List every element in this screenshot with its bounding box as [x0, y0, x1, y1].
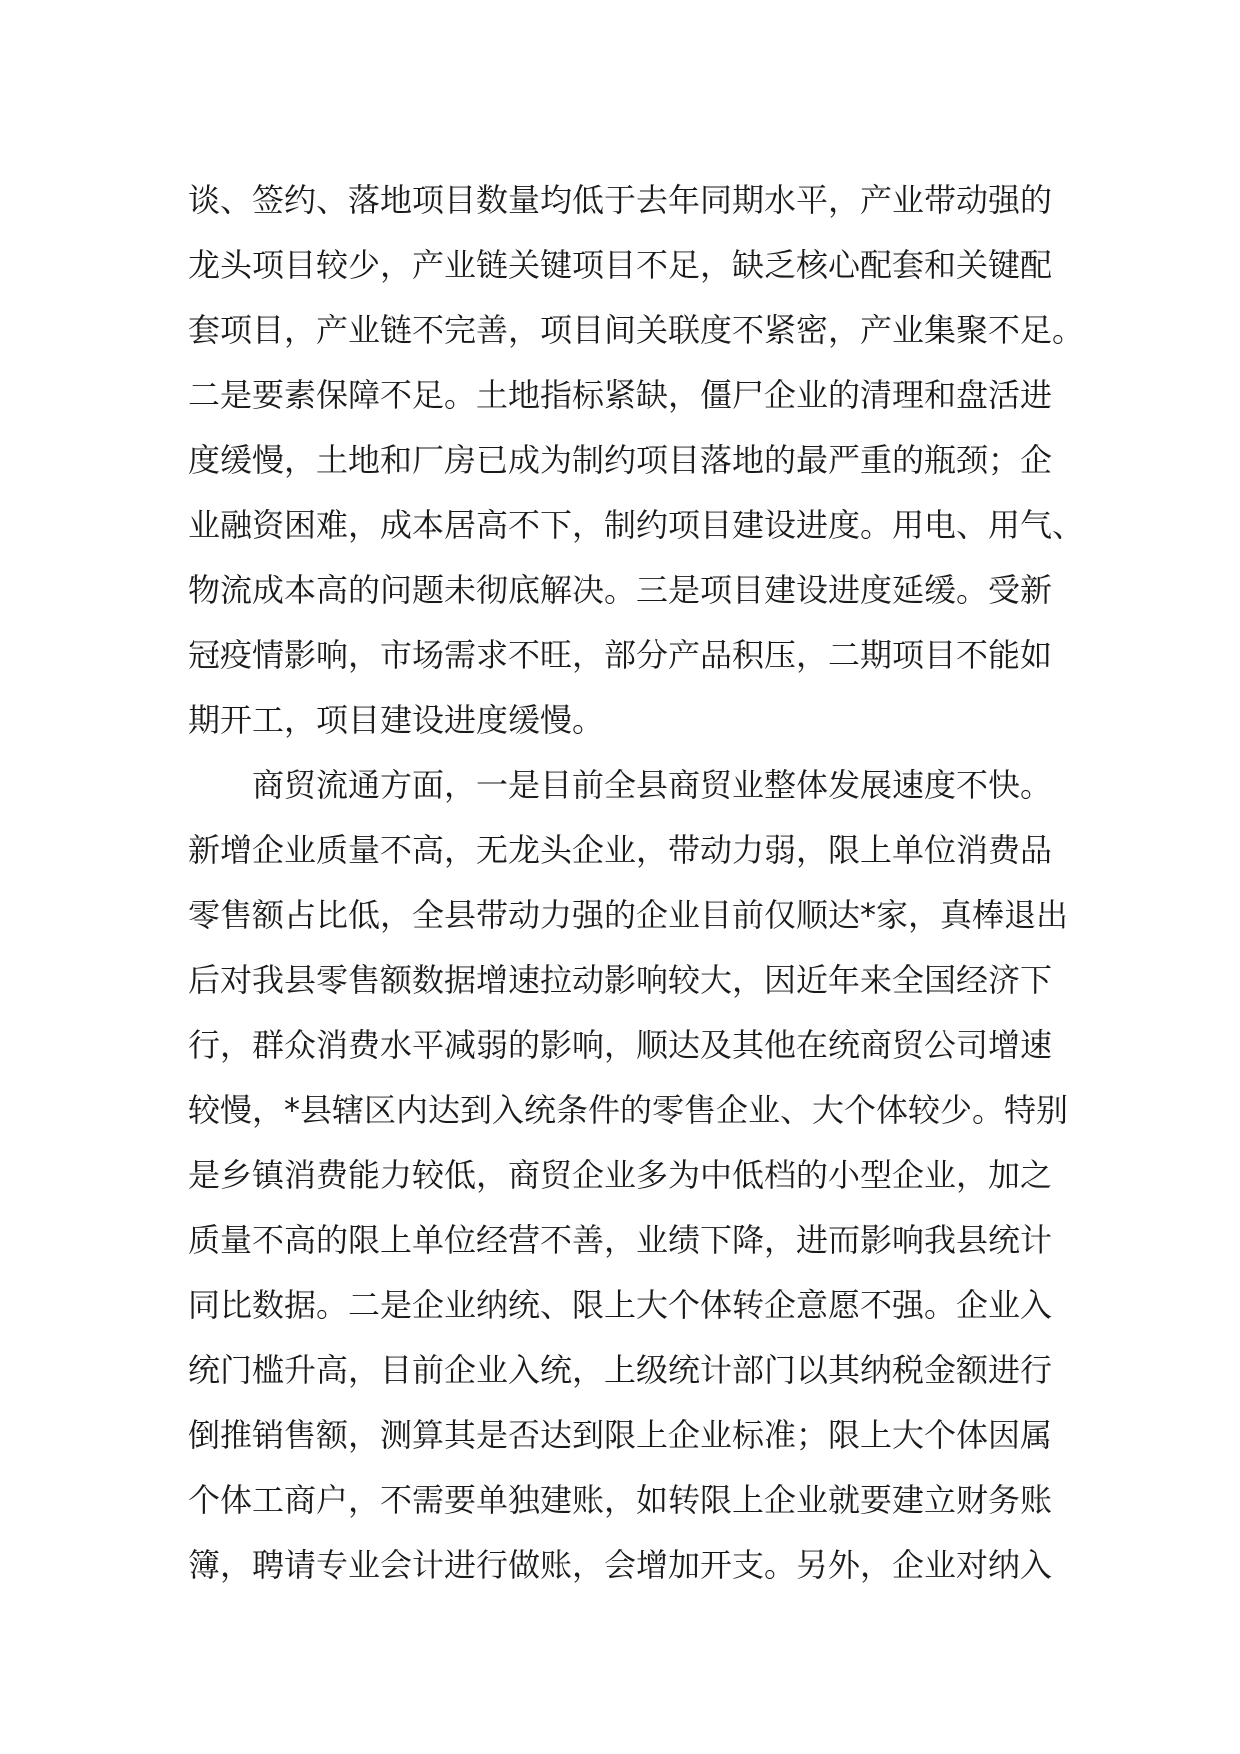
- text-line: 行，群众消费水平减弱的影响，顺达及其他在统商贸公司增速: [188, 1026, 1053, 1064]
- text-line: 较慢，*县辖区内达到入统条件的零售企业、大个体较少。特别: [188, 1091, 1069, 1129]
- text-line: 业融资困难，成本居高不下，制约项目建设进度。用电、用气、: [188, 506, 1085, 544]
- text-line: 零售额占比低，全县带动力强的企业目前仅顺达*家，真棒退出: [188, 896, 1069, 934]
- text-line: 倒推销售额，测算其是否达到限上企业标准；限上大个体因属: [188, 1416, 1053, 1454]
- text-line: 簿，聘请专业会计进行做账，会增加开支。另外，企业对纳入: [188, 1546, 1053, 1584]
- text-line: 冠疫情影响，市场需求不旺，部分产品积压，二期项目不能如: [188, 636, 1053, 674]
- text-line: 新增企业质量不高，无龙头企业，带动力弱，限上单位消费品: [188, 831, 1053, 869]
- text-line: 质量不高的限上单位经营不善，业绩下降，进而影响我县统计: [188, 1221, 1053, 1259]
- paragraph: [188, 168, 1088, 753]
- text-line: 同比数据。二是企业纳统、限上大个体转企意愿不强。企业入: [188, 1286, 1053, 1324]
- text-line: 个体工商户，不需要单独建账，如转限上企业就要建立财务账: [188, 1481, 1053, 1519]
- text-line: 龙头项目较少，产业链关键项目不足，缺乏核心配套和关键配: [188, 246, 1053, 284]
- text-line: 是乡镇消费能力较低，商贸企业多为中低档的小型企业，加之: [188, 1156, 1053, 1194]
- text-line: 后对我县零售额数据增速拉动影响较大，因近年来全国经济下: [188, 961, 1053, 999]
- paragraph: [188, 753, 1088, 1598]
- text-line: 度缓慢，土地和厂房已成为制约项目落地的最严重的瓶颈；企: [188, 441, 1053, 479]
- text-line: 商贸流通方面，一是目前全县商贸业整体发展速度不快。: [252, 766, 1053, 804]
- text-line: 二是要素保障不足。土地指标紧缺，僵尸企业的清理和盘活进: [188, 376, 1053, 414]
- text-line: 期开工，项目建设进度缓慢。: [188, 701, 605, 739]
- text-line: 套项目，产业链不完善，项目间关联度不紧密，产业集聚不足。: [188, 311, 1085, 349]
- body-text: [188, 168, 1088, 1598]
- text-line: 统门槛升高，目前企业入统，上级统计部门以其纳税金额进行: [188, 1351, 1053, 1389]
- text-line: 物流成本高的问题未彻底解决。三是项目建设进度延缓。受新: [188, 571, 1053, 609]
- text-line: 谈、签约、落地项目数量均低于去年同期水平，产业带动强的: [188, 181, 1053, 219]
